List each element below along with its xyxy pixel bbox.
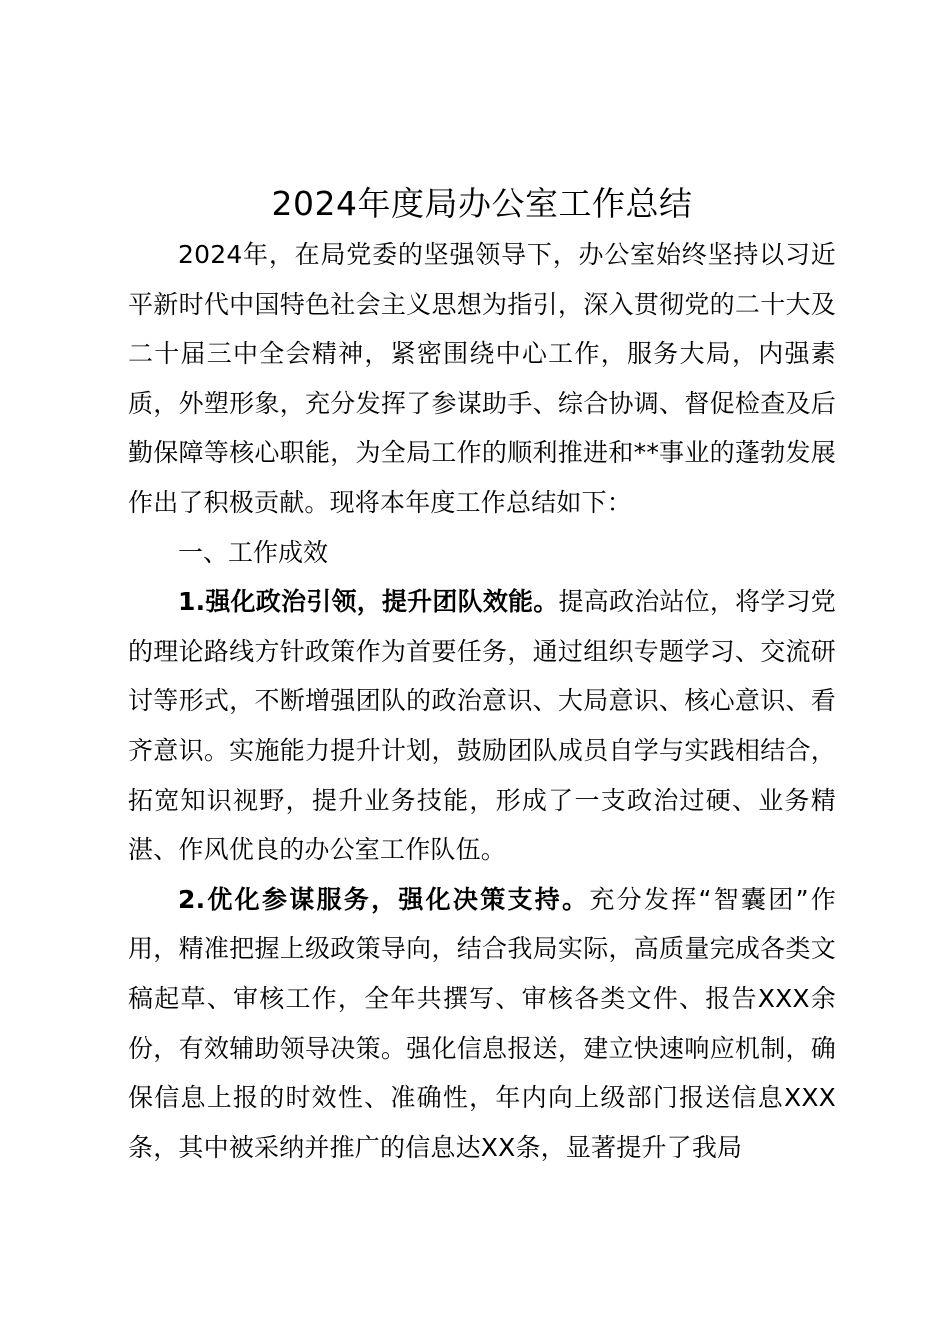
item-body-2: 充分发挥“智囊团”作用，精准把握上级政策导向，结合我局实际，高质量完成各类文稿起草、审核工作，全年共撰写、审核各类文件、报告XXX余份，有效辅助领导决策。强化信息报送，建立快速响应机制，确保信息上报的时效性、准确性，年内向上级部门报送信息XXX条，其中被采纳并推广的信息达XX条，显著提升了我局 [128, 884, 836, 1162]
section-heading: 一、工作成效 [178, 537, 329, 567]
item-paragraph-1 [128, 577, 836, 875]
document-title: 2024年度局办公室工作总结 [271, 184, 693, 223]
intro-paragraph: 2024年，在局党委的坚强领导下，办公室始终坚持以习近平新时代中国特色社会主义思想为指引，深入贯彻党的二十大及二十届三中全会精神，紧密围绕中心工作，服务大局，内强素质，外塑形象，充分发挥了参谋助手、综合协调、督促检查及后勤保障等核心职能，为全局工作的顺利推进和**事业的蓬勃发展作出了积极贡献。现将本年度工作总结如下： [128, 240, 836, 517]
item-body-1: 提高政治站位，将学习党的理论路线方针政策作为首要任务，通过组织专题学习、交流研讨等形式，不断增强团队的政治意识、大局意识、核心意识、看齐意识。实施能力提升计划，鼓励团队成员自学与实践相结合，拓宽知识视野，提升业务技能，形成了一支政治过硬、业务精湛、作风优良的办公室工作队伍。 [128, 587, 836, 865]
item-lead-2: 2.优化参谋服务，强化决策支持。 [178, 884, 590, 914]
document-page [128, 178, 836, 1172]
item-paragraph-2 [128, 875, 836, 1173]
item-lead-1: 1.强化政治引领，提升团队效能。 [178, 587, 559, 617]
